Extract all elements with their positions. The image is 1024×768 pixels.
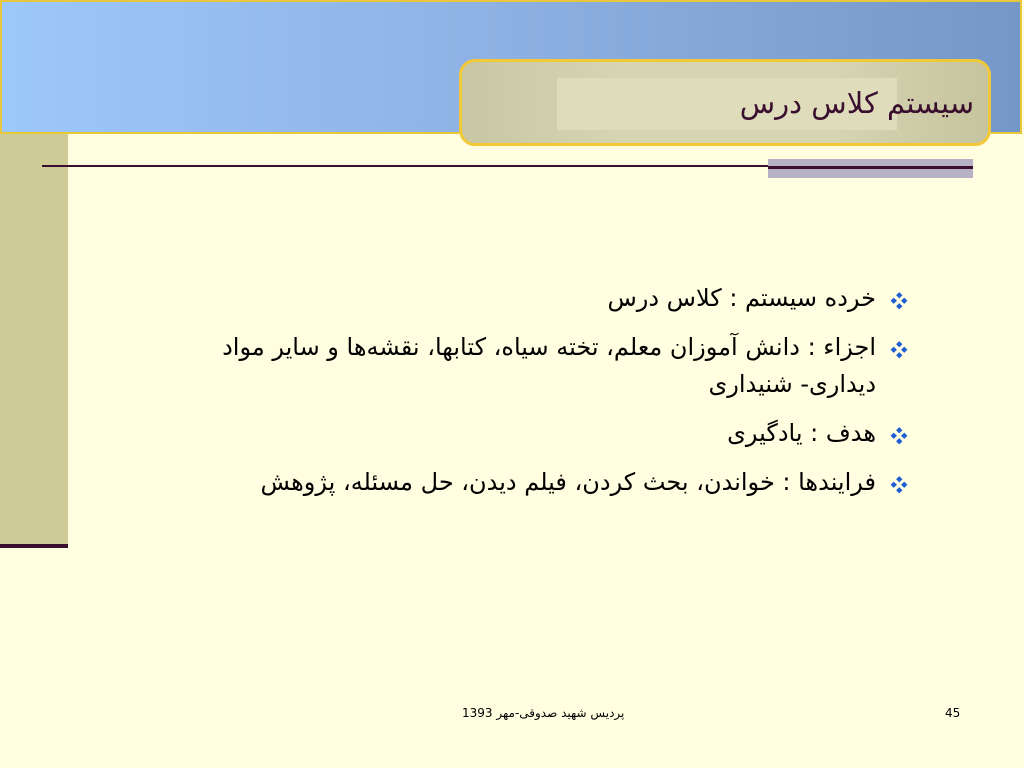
bullet-text: فرایندها : خواندن، بحث کردن، فیلم دیدن، حل مسئله، پژوهش <box>260 468 876 496</box>
footer-text: پردیس شهید صدوقی-مهر 1393 <box>462 706 625 720</box>
list-item <box>190 329 910 403</box>
left-decorative-bar <box>0 134 68 546</box>
diamond-bullet-icon <box>890 427 908 445</box>
bullet-text: خرده سیستم : کلاس درس <box>607 284 876 312</box>
list-item <box>190 280 910 317</box>
bullet-text: هدف : یادگیری <box>727 419 876 447</box>
title-box <box>459 59 991 146</box>
diamond-bullet-icon <box>890 476 908 494</box>
list-item <box>190 464 910 501</box>
divider-accent-block <box>768 159 973 178</box>
diamond-bullet-icon <box>890 341 908 359</box>
bullet-text: اجزاء : دانش آموزان معلم، تخته سیاه، کتابها، نقشه‌ها و سایر مواد دیداری- شنیداری <box>222 333 876 398</box>
left-bar-base-line <box>0 544 68 548</box>
list-item <box>190 415 910 452</box>
page-number: 45 <box>945 706 961 720</box>
diamond-bullet-icon <box>890 292 908 310</box>
slide-title: سیستم کلاس درس <box>739 85 974 120</box>
bullet-list <box>190 280 910 513</box>
